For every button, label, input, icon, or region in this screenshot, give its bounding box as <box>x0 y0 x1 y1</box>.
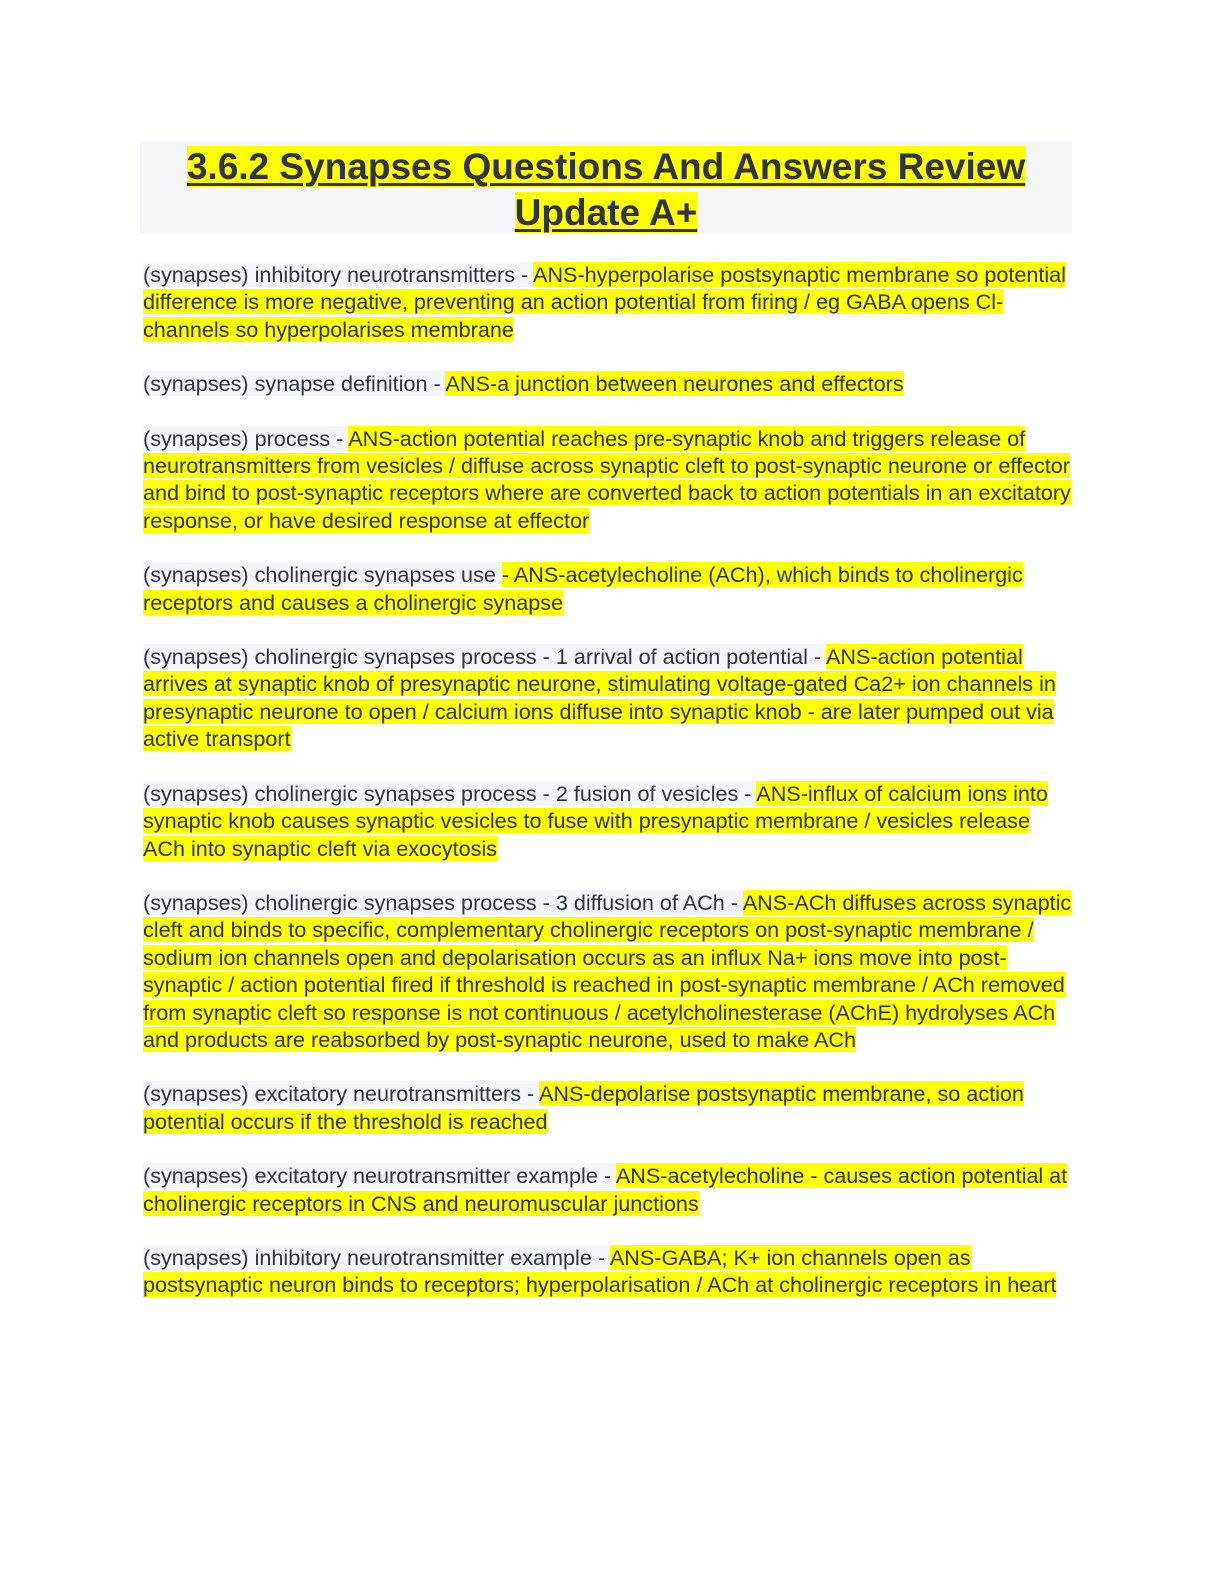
answer-text: ANS-GABA; K+ ion channels open as postsynaptic neuron binds to receptors; hyperpolarisation / ACh at cholinergic receptors in heart <box>143 1244 1057 1298</box>
qa-item <box>143 425 1073 535</box>
answer-text: ANS-depolarise postsynaptic membrane, so action potential occurs if the threshold is reached <box>143 1081 1024 1134</box>
question-text: (synapses) process - <box>143 425 349 451</box>
qa-item <box>143 561 1073 616</box>
answer-text: ANS-action potential reaches pre-synaptic knob and triggers release of neurotransmitters from vesicles / diffuse across synaptic cleft to post-synaptic neurone or effector and bind to post-synaptic receptors where are converted back to action potentials in an excitatory response, or have desired response at effector <box>143 425 1071 533</box>
qa-item <box>143 261 1073 343</box>
answer-text: ANS-a junction between neurones and effectors <box>445 371 904 397</box>
question-text: (synapses) synapse definition - <box>143 371 446 397</box>
question-text: (synapses) cholinergic synapses process - 2 fusion of vesicles - <box>143 780 757 806</box>
qa-item <box>143 370 1073 397</box>
qa-item <box>143 780 1073 862</box>
question-text: (synapses) cholinergic synapses process - 3 diffusion of ACh - <box>143 889 743 915</box>
qa-item <box>143 1080 1073 1135</box>
answer-text: - ANS-acetylecholine (ACh), which binds to cholinergic receptors and causes a cholinergic synapse <box>143 562 1023 615</box>
answer-text: ANS-ACh diffuses across synaptic cleft and binds to specific, complementary cholinergic receptors on post-synaptic membrane / sodium ion channels open and depolarisation occurs as an influx Na+ ions move into post-synaptic / action potential fired if threshold is reached in post-synaptic membrane / ACh removed from synaptic cleft so response is not continuous / acetylcholinesterase (AChE) hydrolyses ACh and products are reabsorbed by post-synaptic neurone, used to make ACh <box>143 889 1072 1052</box>
answer-text: ANS-hyperpolarise postsynaptic membrane so potential difference is more negative, preventing an action potential from firing / eg GABA opens Cl- channels so hyperpolarises membrane <box>143 262 1066 342</box>
answer-text: ANS-influx of calcium ions into synaptic knob causes synaptic vesicles to fuse with presynaptic membrane / vesicles release ACh into synaptic cleft via exocytosis <box>143 780 1048 861</box>
page-title-text: 3.6.2 Synapses Questions And Answers Review Update A+ <box>186 146 1026 233</box>
qa-item <box>143 643 1073 753</box>
qa-item <box>143 1244 1073 1299</box>
question-text: (synapses) cholinergic synapses use <box>143 562 502 588</box>
question-text: (synapses) inhibitory neurotransmitter example - <box>143 1244 610 1270</box>
question-text: (synapses) excitatory neurotransmitters - <box>143 1081 540 1107</box>
qa-item <box>143 1162 1073 1217</box>
answer-text: ANS-acetylecholine - causes action potential at cholinergic receptors in CNS and neuromuscular junctions <box>143 1163 1068 1216</box>
qa-list <box>143 261 1073 1326</box>
question-text: (synapses) cholinergic synapses process - 1 arrival of action potential - <box>143 644 826 670</box>
question-text: (synapses) excitatory neurotransmitter example - <box>143 1163 616 1189</box>
qa-item <box>143 889 1073 1053</box>
page-title <box>140 141 1072 236</box>
question-text: (synapses) inhibitory neurotransmitters - <box>143 262 534 287</box>
title-box <box>140 141 1072 234</box>
answer-text: ANS-action potential arrives at synaptic knob of presynaptic neurone, stimulating voltage-gated Ca2+ ion channels in presynaptic neurone to open / calcium ions diffuse into synaptic knob - are later pumped out via active transport <box>143 644 1056 752</box>
